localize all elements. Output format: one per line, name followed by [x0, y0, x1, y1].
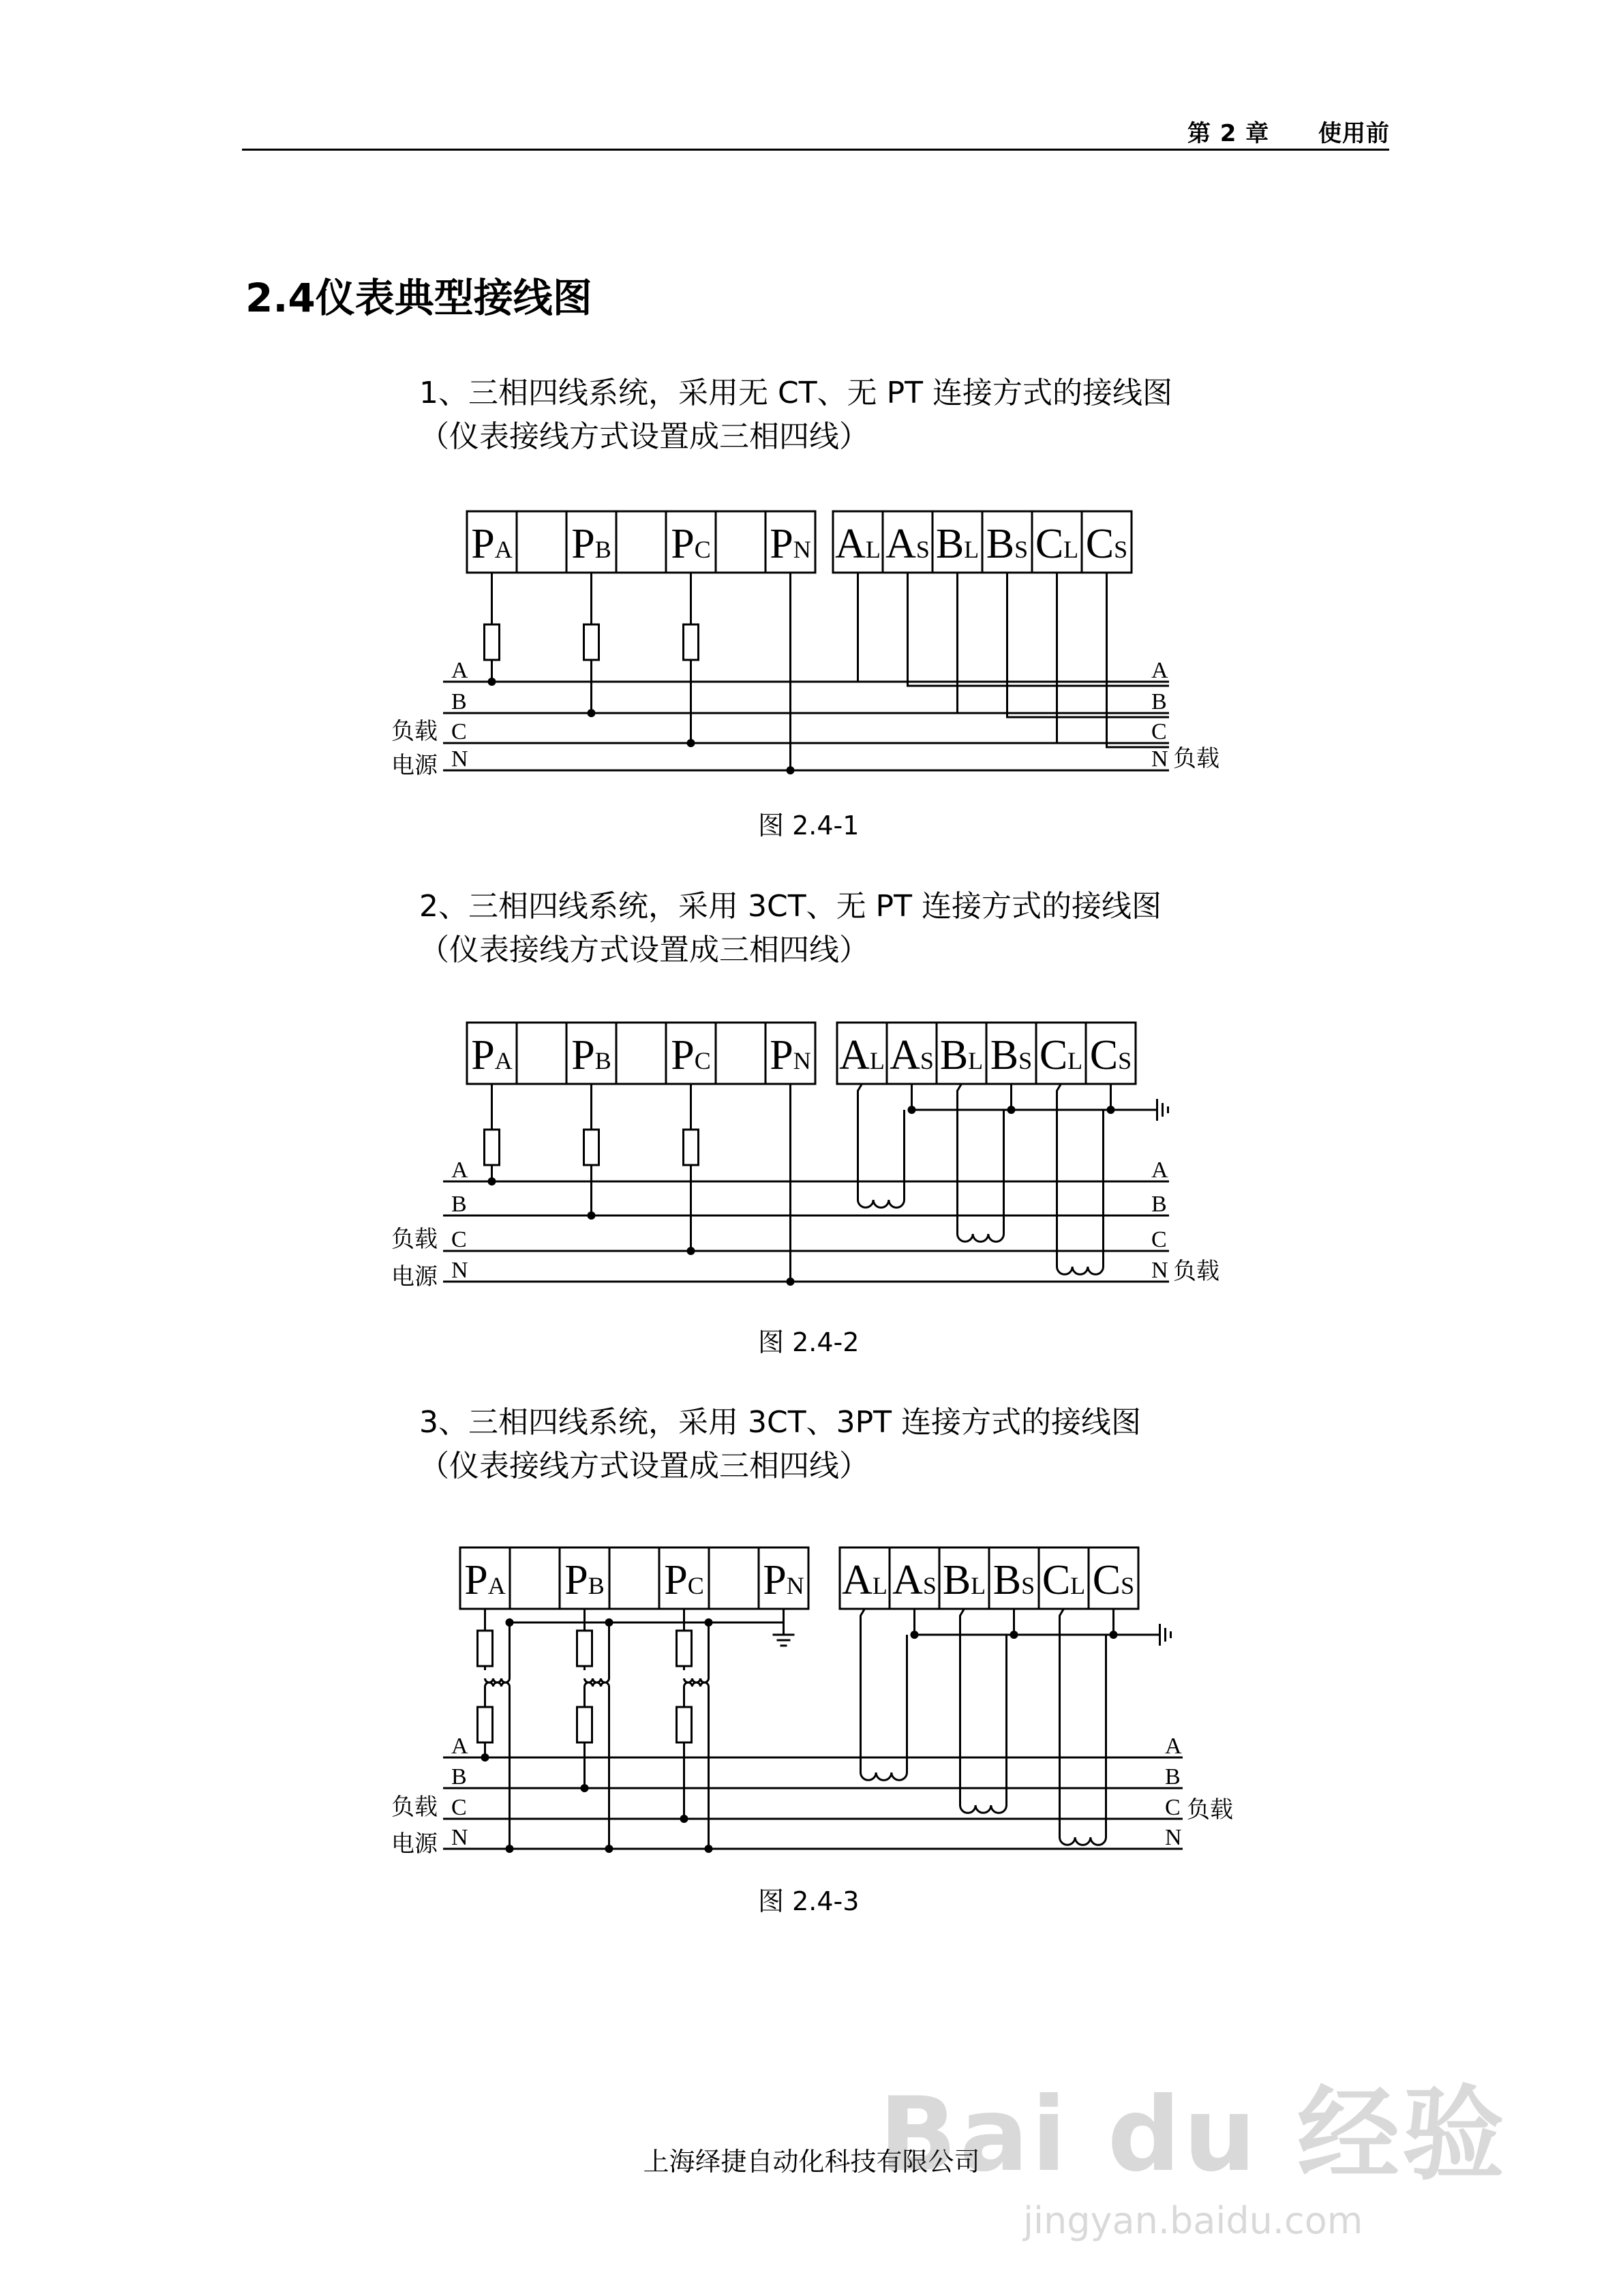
load-label-right: 负载	[1187, 1796, 1233, 1824]
bus-label-right-c: C	[1151, 1227, 1167, 1252]
terminal-label-pn: PN	[770, 521, 811, 567]
current-lead-bs	[1007, 573, 1170, 717]
voltage-terminal-block	[467, 1023, 815, 1084]
terminal-label-as: AS	[885, 521, 930, 567]
junction-dot	[705, 1845, 713, 1853]
terminal-label-pb: PB	[571, 1032, 611, 1078]
source-label-left: 电源	[391, 1830, 438, 1858]
bus-label-left-a: A	[451, 1734, 468, 1759]
bus-label-left-b: B	[451, 1764, 467, 1789]
figure-3-description	[419, 1401, 1141, 1488]
fuse-symbol	[584, 624, 599, 660]
pt-primary-coil	[585, 1682, 609, 1687]
bus-label-left-c: C	[451, 1795, 467, 1820]
bus-label-left-c: C	[451, 1227, 467, 1252]
terminal-label-bs: BS	[990, 1032, 1033, 1078]
pt-primary-coil	[485, 1682, 510, 1687]
fuse-symbol	[684, 624, 699, 660]
ct-coil-a	[858, 1200, 905, 1207]
bus-label-left-a: A	[451, 658, 468, 683]
terminal-label-cl: CL	[1039, 1032, 1083, 1078]
baidu-watermark	[879, 2052, 1507, 2242]
figure-2-description	[419, 885, 1162, 972]
footer-company: 上海绎捷自动化科技有限公司	[643, 2147, 980, 2177]
terminal-label-pn: PN	[770, 1032, 811, 1078]
watermark-brand: Bai du 经验	[879, 2076, 1507, 2194]
figure-3-line2: （仪表接线方式设置成三相四线）	[419, 1449, 869, 1483]
fuse-symbol	[485, 1130, 500, 1165]
load-label-left: 负载	[391, 1794, 438, 1821]
terminal-label-al: AL	[839, 1032, 885, 1078]
source-label-left: 电源	[391, 1263, 438, 1290]
junction-dot	[581, 1784, 589, 1792]
fuse-symbol	[677, 1631, 692, 1666]
bus-label-right-c: C	[1151, 719, 1167, 744]
load-label-right: 负载	[1173, 1258, 1219, 1285]
header-chapter: 第 2 章	[1187, 120, 1270, 147]
pt-primary-coil	[684, 1682, 709, 1687]
bus-label-right-c: C	[1165, 1795, 1181, 1820]
ct-coil-c	[1057, 1267, 1104, 1274]
junction-dot	[588, 1211, 596, 1220]
bus-label-right-b: B	[1151, 1192, 1167, 1217]
ct-lead-cl	[1057, 1084, 1061, 1267]
ct-lead-cl	[1060, 1609, 1064, 1837]
fuse-symbol	[577, 1707, 592, 1742]
fuse-symbol	[684, 1130, 699, 1165]
figure-2-line1: 2、三相四线系统，采用 3CT、无 PT 连接方式的接线图	[419, 889, 1162, 924]
current-lead-as	[908, 573, 1170, 686]
junction-dot	[787, 1278, 795, 1286]
terminal-label-as: AS	[890, 1032, 934, 1078]
junction-dot	[488, 1177, 496, 1185]
fuse-symbol	[485, 624, 500, 660]
figure-1-line2: （仪表接线方式设置成三相四线）	[419, 419, 869, 454]
ct-coil-a	[861, 1772, 907, 1780]
terminal-label-pa: PA	[471, 521, 513, 567]
figure-1-caption: 图 2.4-1	[758, 811, 860, 841]
terminal-label-bs: BS	[986, 521, 1029, 567]
fuse-symbol	[577, 1631, 592, 1666]
junction-dot	[687, 1247, 695, 1255]
figure-3-line1: 3、三相四线系统，采用 3CT、3PT 连接方式的接线图	[419, 1405, 1141, 1440]
junction-dot	[680, 1815, 688, 1823]
bus-label-right-b: B	[1151, 689, 1167, 714]
ct-coil-b	[960, 1805, 1007, 1813]
figure-1-line1: 1、三相四线系统，采用无 CT、无 PT 连接方式的接线图	[419, 376, 1172, 410]
terminal-label-pc: PC	[671, 521, 711, 567]
bus-label-right-b: B	[1165, 1764, 1181, 1789]
terminal-label-bl: BL	[942, 1557, 986, 1603]
junction-dot	[787, 766, 795, 774]
wiring-diagram-2	[0, 1016, 1623, 1302]
junction-dot	[506, 1845, 514, 1853]
terminal-label-bl: BL	[935, 521, 980, 567]
terminal-label-al: AL	[835, 521, 881, 567]
load-label-left: 负载	[391, 718, 438, 745]
voltage-terminal-block	[460, 1547, 808, 1609]
fuse-symbol	[478, 1707, 493, 1742]
terminal-label-bl: BL	[939, 1032, 984, 1078]
watermark-url: jingyan.baidu.com	[1023, 2199, 1363, 2242]
fuse-symbol	[584, 1130, 599, 1165]
figure-2-caption: 图 2.4-2	[758, 1327, 860, 1357]
ct-coil-c	[1060, 1837, 1106, 1845]
terminal-label-al: AL	[842, 1557, 888, 1603]
terminal-label-pc: PC	[671, 1032, 711, 1078]
load-label-left: 负载	[391, 1226, 438, 1253]
junction-dot	[588, 709, 596, 717]
terminal-label-as: AS	[892, 1557, 937, 1603]
bus-label-right-n: N	[1165, 1825, 1182, 1850]
bus-label-left-n: N	[451, 1825, 468, 1850]
junction-dot	[687, 739, 695, 747]
wiring-diagram-3	[0, 1541, 1623, 1861]
source-label-left: 电源	[391, 752, 438, 779]
load-label-right: 负载	[1173, 745, 1219, 772]
header-title: 使用前	[1318, 120, 1390, 147]
terminal-label-cl: CL	[1042, 1557, 1086, 1603]
terminal-label-pb: PB	[571, 521, 611, 567]
bus-label-right-n: N	[1151, 746, 1168, 772]
voltage-terminal-block	[467, 511, 815, 573]
terminal-label-pa: PA	[471, 1032, 513, 1078]
figure-2-line2: （仪表接线方式设置成三相四线）	[419, 933, 869, 967]
wiring-diagram-1	[0, 504, 1623, 791]
terminal-label-cs: CS	[1092, 1557, 1135, 1603]
terminal-label-pc: PC	[664, 1557, 704, 1603]
terminal-label-pn: PN	[763, 1557, 804, 1603]
terminal-label-bs: BS	[992, 1557, 1035, 1603]
terminal-label-cl: CL	[1035, 521, 1079, 567]
bus-label-left-c: C	[451, 719, 467, 744]
bus-label-left-n: N	[451, 746, 468, 772]
bus-label-right-a: A	[1151, 1158, 1168, 1183]
figure-1-description	[419, 372, 1172, 459]
section-title: 2.4仪表典型接线图	[245, 275, 592, 321]
junction-dot	[481, 1753, 489, 1762]
bus-label-left-a: A	[451, 1158, 468, 1183]
bus-label-right-a: A	[1165, 1734, 1182, 1759]
bus-label-right-n: N	[1151, 1258, 1168, 1283]
bus-label-left-b: B	[451, 689, 467, 714]
ct-lead-al	[861, 1609, 865, 1772]
bus-label-left-n: N	[451, 1258, 468, 1283]
terminal-label-pb: PB	[564, 1557, 605, 1603]
fuse-symbol	[478, 1631, 493, 1666]
terminal-label-cs: CS	[1085, 521, 1128, 567]
bus-label-left-b: B	[451, 1192, 467, 1217]
ct-coil-b	[958, 1234, 1004, 1241]
ct-lead-bl	[960, 1609, 965, 1805]
header-rule	[242, 149, 1389, 151]
ct-lead-bl	[958, 1084, 962, 1234]
bus-label-right-a: A	[1151, 658, 1168, 683]
junction-dot	[605, 1845, 613, 1853]
page-header	[1187, 115, 1390, 148]
terminal-label-pa: PA	[464, 1557, 506, 1603]
figure-3-caption: 图 2.4-3	[758, 1886, 860, 1916]
terminal-label-cs: CS	[1089, 1032, 1132, 1078]
fuse-symbol	[677, 1707, 692, 1742]
